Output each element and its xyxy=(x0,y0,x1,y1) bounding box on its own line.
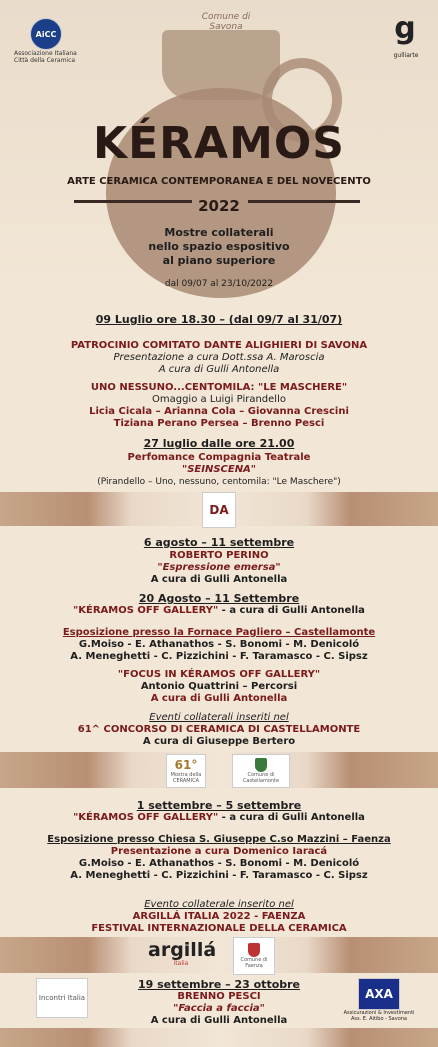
castellamonte-logo: Comune di Castellamonte xyxy=(232,754,290,788)
faenza-logo: Comune di Faenza xyxy=(233,937,275,975)
section2-date: 6 agosto – 11 settembre xyxy=(143,536,295,549)
section3-artists: G.Moiso - E. Athanathos - S. Bonomi - M. Denicoló A. Meneghetti - C. Pizzichini - F. Taramasco - C. Sipsz xyxy=(70,639,368,662)
gulli-name: gulliarte xyxy=(393,52,419,59)
section1-perf-date: 27 luglio dalle ore 21.00 xyxy=(143,437,295,450)
section3-gallery-line: "KÉRAMOS OFF GALLERY" - a cura di Gulli Antonella xyxy=(73,605,365,616)
event-subtitle: ARTE CERAMICA CONTEMPORANEA E DEL NOVECENTO xyxy=(67,176,371,187)
section1-show: UNO NESSUNO...CENTOMILA: "LE MASCHERE" Omaggio a Luigi Pirandello Licia Cicala – Arianna Cola – Giovanna Crescini Tiziana Perano Persea – Brenno Pesci xyxy=(89,382,349,429)
section2-block: ROBERTO PERINO "Espressione emersa" A cura di Gulli Antonella xyxy=(150,550,288,585)
axa-logo: AXA xyxy=(358,978,400,1010)
section4-festival: Evento collaterale inserito nel ARGILLÁ ITALIA 2022 - FAENZA FESTIVAL INTERNAZIONALE DELLA CERAMICA xyxy=(91,899,347,934)
savona-logo: Comune di Savona xyxy=(201,12,251,32)
section3-date: 20 Agosto – 11 Settembre xyxy=(138,592,300,605)
section3-venue: Esposizione presso la Fornace Pagliero – Castellamonte xyxy=(62,627,376,638)
dante-logo: DA xyxy=(202,492,236,528)
divider-band xyxy=(0,937,438,973)
divider-band xyxy=(0,752,438,788)
section1-perf: Perfomance Compagnia Teatrale "SEINSCENA" (Pirandello – Uno, nessuno, centomila: "Le Maschere") xyxy=(97,452,341,487)
argilla-logo: argillá italia xyxy=(148,939,217,967)
event-period: dal 09/07 al 23/10/2022 xyxy=(164,279,274,289)
gulli-logo: g xyxy=(394,11,416,46)
contest-logo: 61° Mostra della CERAMICA xyxy=(166,754,206,788)
section4-gallery-line: "KÉRAMOS OFF GALLERY" - a cura di Gulli Antonella xyxy=(73,812,365,823)
axa-agency: Assicurazioni & Investimenti Ass. E. Aitibo - Savona xyxy=(343,1010,415,1022)
section3-contest: Eventi collaterali inseriti nel 61^ CONCORSO DI CERAMICA DI CASTELLAMONTE A cura di Giuseppe Bertero xyxy=(77,712,361,747)
event-intro: Mostre collaterali nello spazio espositivo al piano superiore xyxy=(148,226,290,267)
section5-date: 19 settembre – 23 ottobre xyxy=(137,978,301,991)
incontri-logo: Incontri Italia xyxy=(36,978,88,1018)
aicc-logo: AiCC xyxy=(30,18,62,50)
bottom-band xyxy=(0,1028,438,1047)
section3-focus: "FOCUS IN KÉRAMOS OFF GALLERY" Antonio Quattrini – Percorsi A cura di Gulli Antonella xyxy=(117,669,321,704)
section5-block: BRENNO PESCI "Faccia a faccia" A cura di Gulli Antonella xyxy=(150,991,288,1026)
assoc-name: Associazione Italiana Città della Ceramica xyxy=(14,50,77,64)
shield-icon xyxy=(248,943,260,957)
section4-venue: Esposizione presso Chiesa S. Giuseppe C.so Mazzini – Faenza Presentazione a cura Domenico Iaracá G.Moiso - E. Athanathos - S. Bonomi - M. Denicoló A. Meneghetti - C. Pizzichini - F. Taramasco - C. Sipsz xyxy=(47,834,391,881)
event-title: KÉRAMOS xyxy=(93,118,345,169)
section4-date: 1 settembre – 5 settembre xyxy=(136,799,302,812)
event-year: 2022 xyxy=(198,197,240,215)
shield-icon xyxy=(255,758,267,772)
section1-date: 09 Luglio ore 18.30 – (dal 09/7 al 31/07) xyxy=(95,313,343,326)
section1-block: PATROCINIO COMITATO DANTE ALIGHIERI DI SAVONA Presentazione a cura Dott.ssa A. Maroscia A cura di Gulli Antonella xyxy=(70,340,368,375)
